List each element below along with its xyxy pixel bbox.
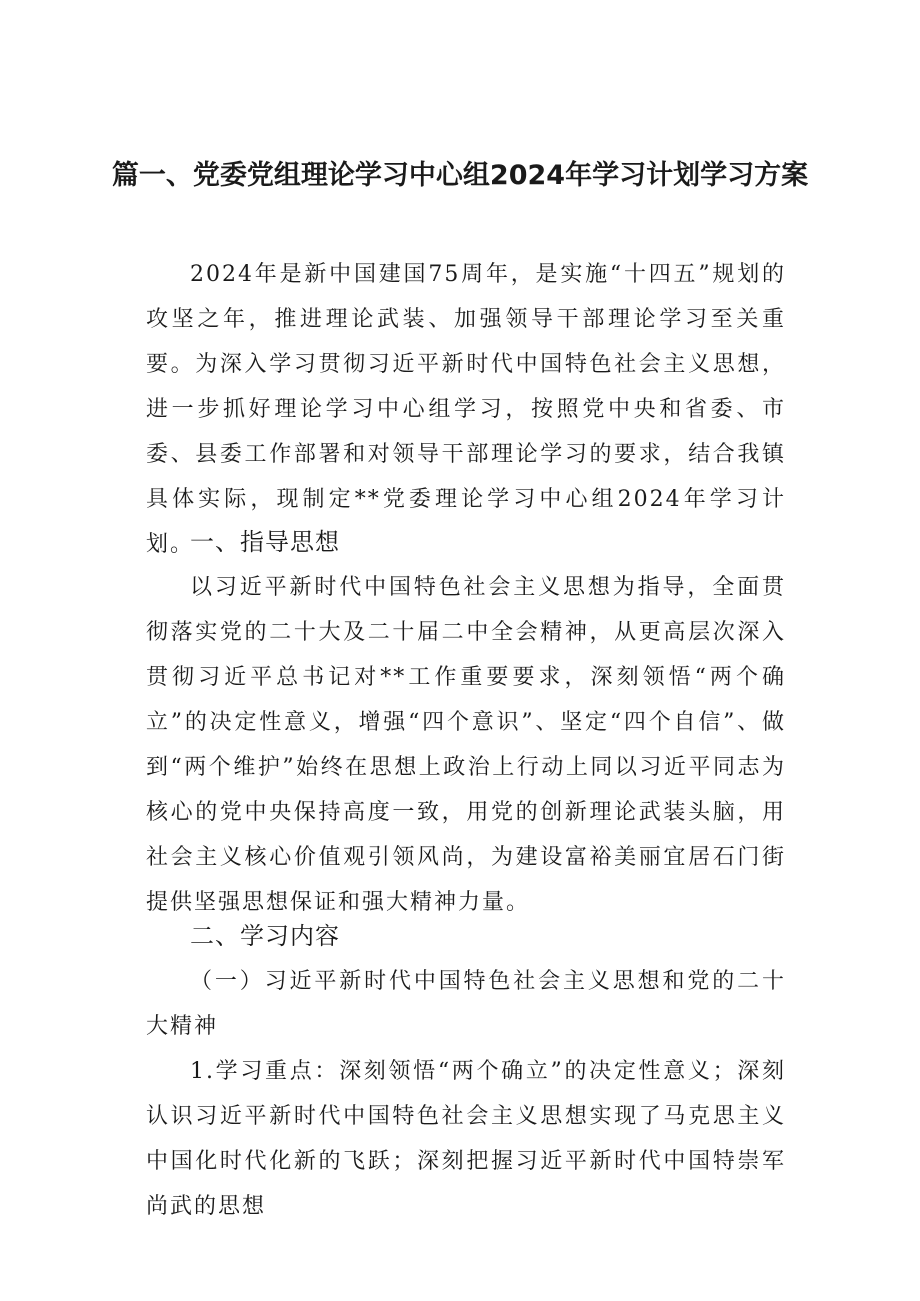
section1-heading: 一、指导思想	[190, 528, 340, 556]
item1-paragraph: 1.学习重点：深刻领悟“两个确立”的决定性意义；深刻认识习近平新时代中国特色社会主义思想实现了马克思主义中国化时代化新的飞跃；深刻把握习近平新时代中国特崇军尚武的思想	[146, 1059, 786, 1219]
section2-heading: 二、学习内容	[190, 922, 340, 950]
section-guiding-thought	[146, 520, 786, 925]
intro-paragraph: 2024年是新中国建国75周年，是实施“十四五”规划的攻坚之年，推进理论武装、加强领导干部理论学习至关重要。为深入学习贯彻习近平新时代中国特色社会主义思想，进一步抓好理论学习中心组学习，按照党中央和省委、市委、县委工作部署和对领导干部理论学习的要求，结合我镇具体实际，现制定**党委理论学习中心组2024年学习计划。	[146, 262, 786, 557]
section1-paragraph: 以习近平新时代中国特色社会主义思想为指导，全面贯彻落实党的二十大及二十届二中全会精神，从更高层次深入贯彻习近平总书记对**工作重要要求，深刻领悟“两个确立”的决定性意义，增强“四个意识”、坚定“四个自信”、做到“两个维护”始终在思想上政治上行动上同以习近平同志为核心的党中央保持高度一致，用党的创新理论武装头脑，用社会主义核心价值观引领风尚，为建设富裕美丽宜居石门街提供坚强思想保证和强大精神力量。	[146, 575, 786, 915]
document-title: 篇一、党委党组理论学习中心组2024年学习计划学习方案	[111, 160, 809, 191]
section-study-content	[146, 914, 786, 1229]
subsection1-heading: （一）习近平新时代中国特色社会主义思想和党的二十大精神	[146, 969, 786, 1039]
